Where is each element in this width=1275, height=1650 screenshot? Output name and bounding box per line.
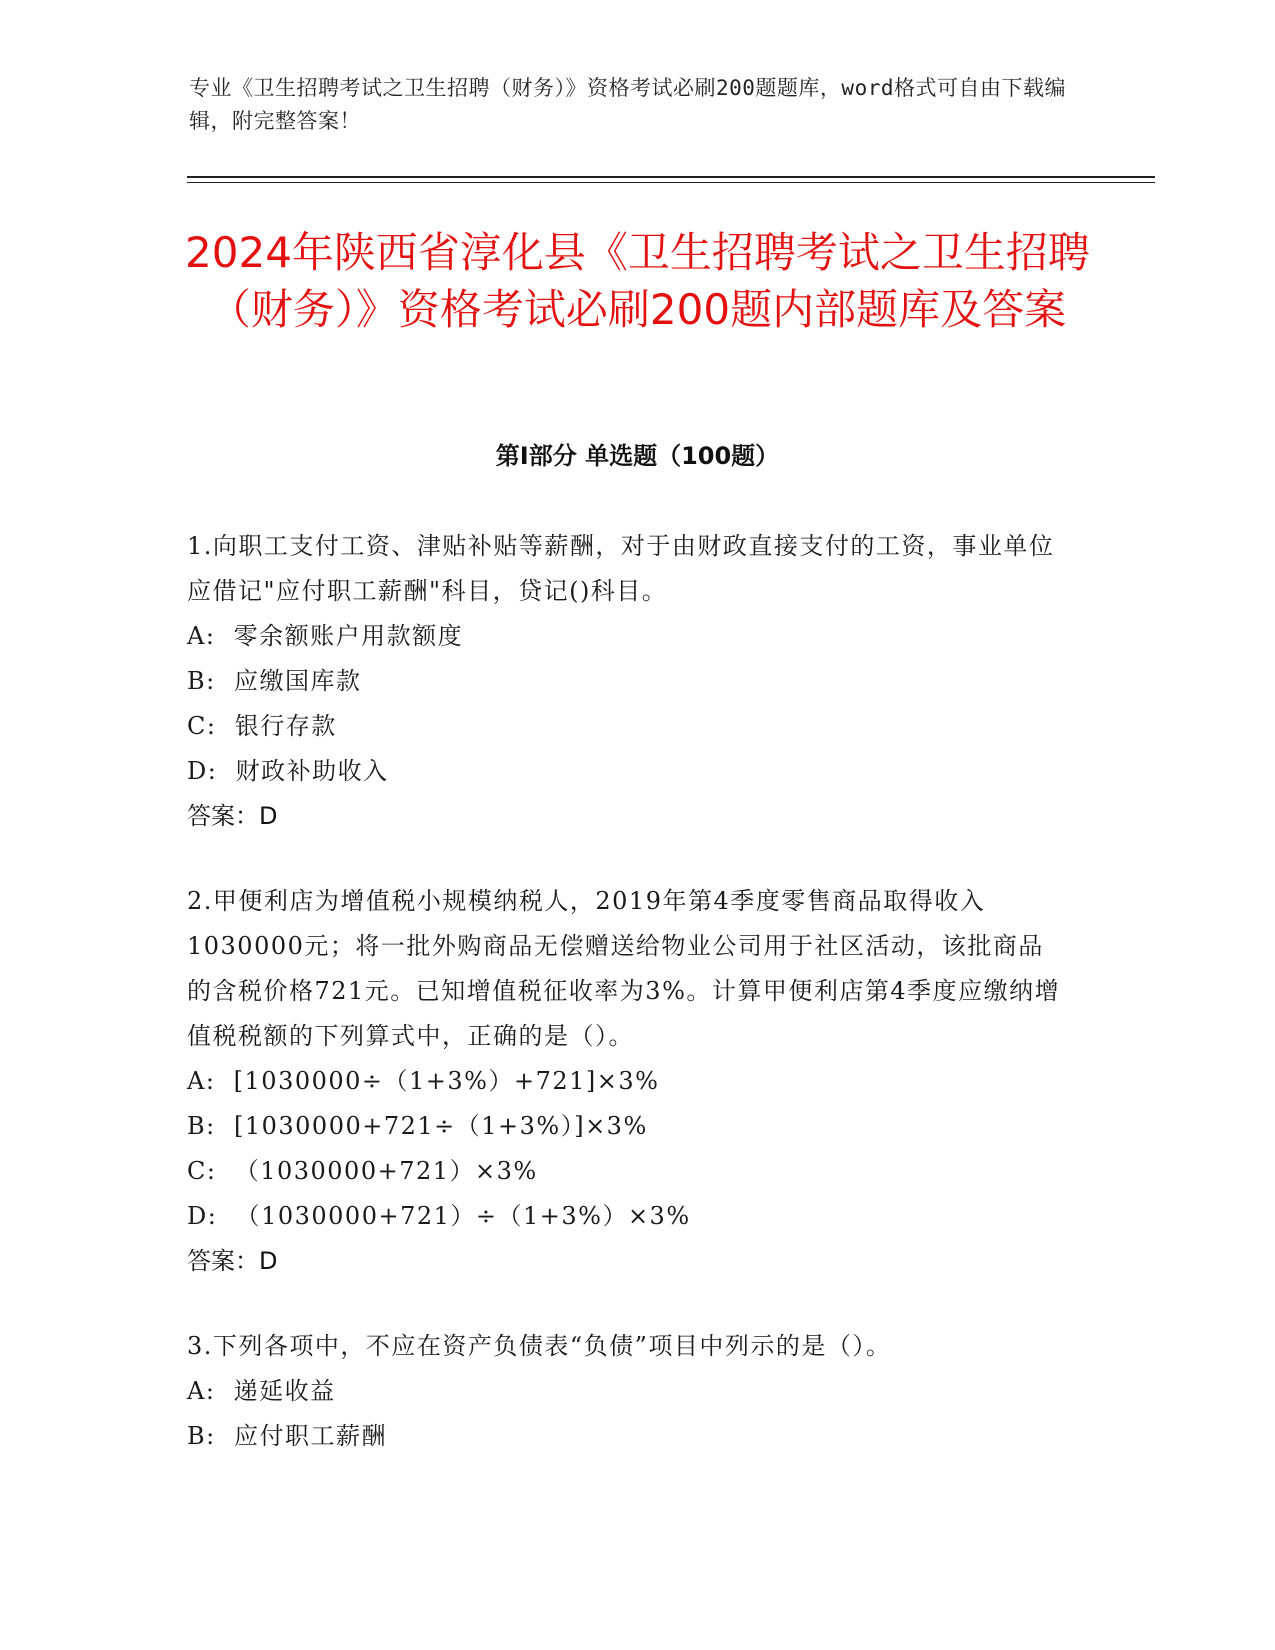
option-c: C: 银行存款: [187, 712, 337, 740]
question-1: [187, 524, 1067, 839]
option-b: B: 应付职工薪酬: [187, 1422, 387, 1450]
section-heading: 第I部分 单选题（100题）: [495, 442, 780, 470]
question-text: 1.向职工支付工资、津贴补贴等薪酬，对于由财政直接支付的工资，事业单位应借记"应付职工薪酬"科目，贷记()科目。: [187, 532, 1055, 605]
option-a: A: 零余额账户用款额度: [187, 622, 464, 650]
question-3: [187, 1324, 1067, 1459]
document-title: 2024年陕西省淳化县《卫生招聘考试之卫生招聘（财务）》资格考试必刷200题内部题库及答案: [185, 228, 1090, 334]
option-d: D: （1030000+721）÷（1+3%）×3%: [187, 1202, 691, 1230]
option-d: D: 财政补助收入: [187, 757, 389, 785]
answer: 答案：D: [187, 1247, 278, 1275]
header-divider-thick: [187, 176, 1155, 178]
option-a: A: [1030000÷（1+3%）+721]×3%: [187, 1067, 660, 1095]
option-b: B: [1030000+721÷（1+3%）]×3%: [187, 1112, 648, 1140]
option-b: B: 应缴国库款: [187, 667, 362, 695]
question-text: 3.下列各项中，不应在资产负债表“负债”项目中列示的是（）。: [187, 1332, 892, 1360]
header-note: 专业《卫生招聘考试之卫生招聘（财务）》资格考试必刷200题题库，word格式可自由下载编辑，附完整答案！: [189, 76, 1066, 133]
question-2: [187, 879, 1067, 1284]
header-divider-thin: [187, 182, 1155, 183]
option-c: C: （1030000+721）×3%: [187, 1157, 538, 1185]
answer: 答案：D: [187, 802, 278, 830]
question-text: 2.甲便利店为增值税小规模纳税人，2019年第4季度零售商品取得收入1030000元；将一批外购商品无偿赠送给物业公司用于社区活动，该批商品的含税价格721元。已知增值税征收率为3%。计算甲便利店第4季度应缴纳增值税税额的下列算式中，正确的是（）。: [187, 887, 1061, 1050]
question-list: [187, 524, 1067, 1499]
option-a: A: 递延收益: [187, 1377, 336, 1405]
